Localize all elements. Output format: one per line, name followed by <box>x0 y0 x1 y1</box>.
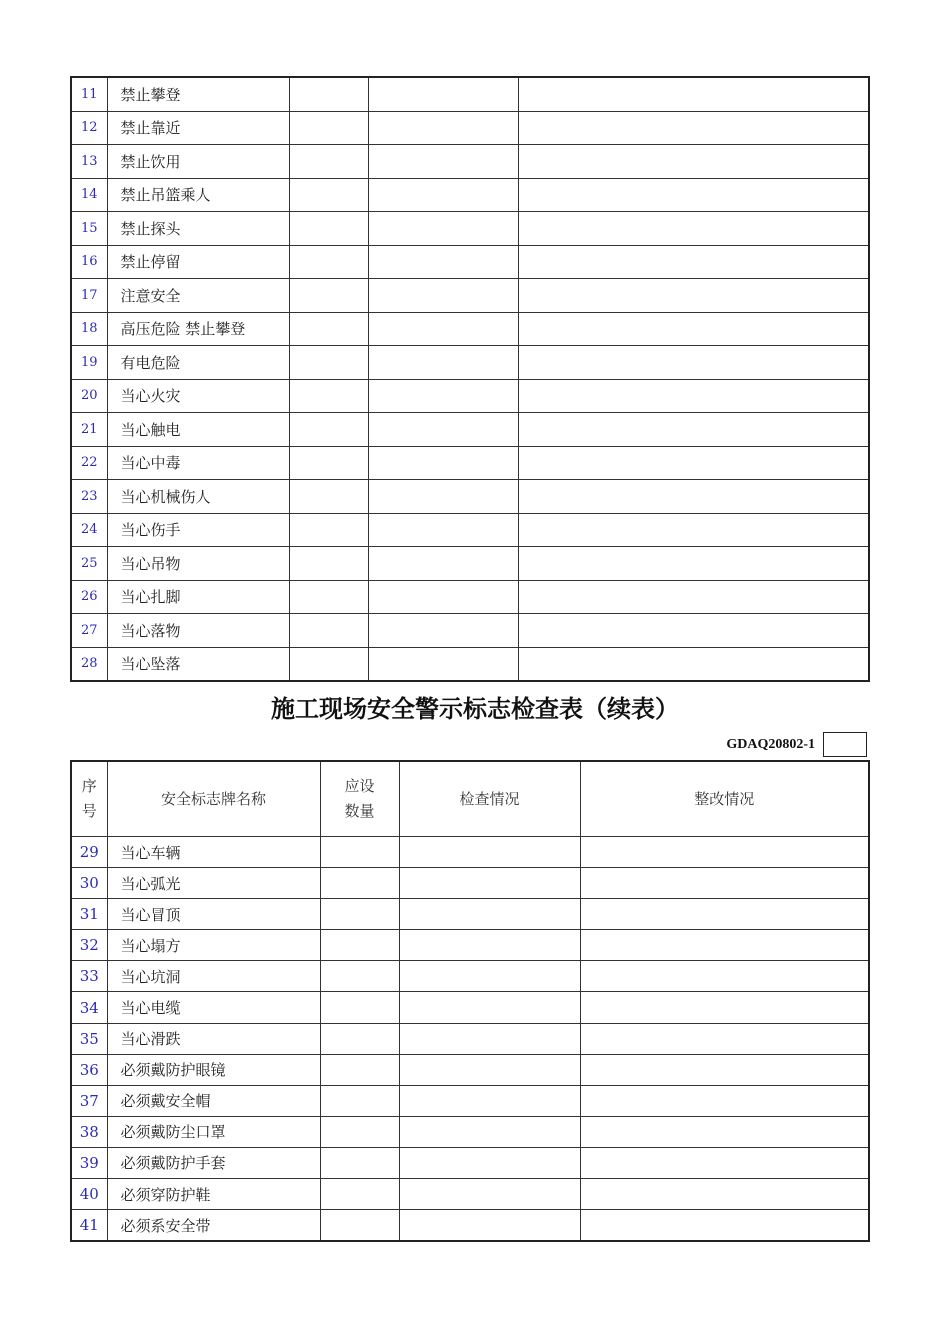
form-code: GDAQ20802-1 <box>726 737 815 752</box>
table-row <box>71 145 869 179</box>
rectification-cell[interactable] <box>518 413 869 447</box>
rectification-cell[interactable] <box>518 446 869 480</box>
rectification-cell[interactable] <box>518 379 869 413</box>
required-qty-cell[interactable] <box>289 379 368 413</box>
required-qty-cell[interactable] <box>289 178 368 212</box>
rectification-cell[interactable] <box>518 547 869 581</box>
rectification-cell[interactable] <box>518 279 869 313</box>
row-number: 34 <box>71 992 107 1023</box>
table-row <box>71 899 869 930</box>
row-number: 15 <box>71 212 107 246</box>
rectification-cell[interactable] <box>518 580 869 614</box>
rectification-cell[interactable] <box>580 1179 869 1210</box>
check-status-cell[interactable] <box>399 1116 580 1147</box>
row-number: 30 <box>71 868 107 899</box>
required-qty-cell[interactable] <box>289 346 368 380</box>
check-status-cell[interactable] <box>368 111 518 145</box>
row-number: 25 <box>71 547 107 581</box>
row-number: 19 <box>71 346 107 380</box>
header-qty-line1: 应设 <box>344 777 375 795</box>
rectification-cell[interactable] <box>580 1147 869 1178</box>
sign-name: 当心机械伤人 <box>107 480 289 514</box>
table-row <box>71 547 869 581</box>
row-number: 32 <box>71 930 107 961</box>
check-status-cell[interactable] <box>399 899 580 930</box>
table-row <box>71 212 869 246</box>
check-status-cell[interactable] <box>399 930 580 961</box>
row-number: 31 <box>71 899 107 930</box>
required-qty-cell[interactable] <box>320 1116 399 1147</box>
row-number: 36 <box>71 1054 107 1085</box>
check-status-cell[interactable] <box>368 279 518 313</box>
check-status-cell[interactable] <box>399 1210 580 1242</box>
row-number: 23 <box>71 480 107 514</box>
table-row <box>71 992 869 1023</box>
header-fix: 整改情况 <box>580 761 869 837</box>
row-number: 17 <box>71 279 107 313</box>
row-number: 39 <box>71 1147 107 1178</box>
table-body <box>71 77 869 681</box>
row-number: 28 <box>71 647 107 681</box>
required-qty-cell[interactable] <box>289 145 368 179</box>
rectification-cell[interactable] <box>580 868 869 899</box>
check-status-cell[interactable] <box>399 868 580 899</box>
required-qty-cell[interactable] <box>289 547 368 581</box>
required-qty-cell[interactable] <box>320 992 399 1023</box>
sign-name: 当心电缆 <box>107 992 320 1023</box>
required-qty-cell[interactable] <box>289 413 368 447</box>
table-row <box>71 446 869 480</box>
row-number: 29 <box>71 837 107 868</box>
sign-name: 必须戴安全帽 <box>107 1085 320 1116</box>
sign-name: 当心冒顶 <box>107 899 320 930</box>
page-title: 施工现场安全警示标志检查表（续表） <box>271 695 679 723</box>
code-input-box[interactable] <box>823 732 867 757</box>
required-qty-cell[interactable] <box>320 1147 399 1178</box>
row-number: 21 <box>71 413 107 447</box>
row-number: 11 <box>71 77 107 111</box>
rectification-cell[interactable] <box>518 614 869 648</box>
row-number: 18 <box>71 312 107 346</box>
sign-name: 当心中毒 <box>107 446 289 480</box>
sign-name: 当心车辆 <box>107 837 320 868</box>
check-status-cell[interactable] <box>399 1147 580 1178</box>
table-row <box>71 1085 869 1116</box>
table-row <box>71 868 869 899</box>
row-number: 37 <box>71 1085 107 1116</box>
required-qty-cell[interactable] <box>289 580 368 614</box>
check-status-cell[interactable] <box>368 413 518 447</box>
sign-check-table-part1 <box>70 76 870 682</box>
required-qty-cell[interactable] <box>320 1085 399 1116</box>
table-body <box>71 837 869 1242</box>
rectification-cell[interactable] <box>518 212 869 246</box>
table-row <box>71 580 869 614</box>
required-qty-cell[interactable] <box>320 1023 399 1054</box>
check-status-cell[interactable] <box>399 961 580 992</box>
check-status-cell[interactable] <box>368 614 518 648</box>
sign-check-table-part2 <box>70 760 870 1242</box>
sign-name: 禁止停留 <box>107 245 289 279</box>
required-qty-cell[interactable] <box>320 899 399 930</box>
rectification-cell[interactable] <box>518 647 869 681</box>
rectification-cell[interactable] <box>518 178 869 212</box>
sign-name: 必须戴防护眼镜 <box>107 1054 320 1085</box>
sign-name: 当心坠落 <box>107 647 289 681</box>
table-row <box>71 1179 869 1210</box>
row-number: 12 <box>71 111 107 145</box>
row-number: 35 <box>71 1023 107 1054</box>
check-status-cell[interactable] <box>368 212 518 246</box>
table-row <box>71 312 869 346</box>
header-name: 安全标志牌名称 <box>107 761 320 837</box>
rectification-cell[interactable] <box>518 480 869 514</box>
sign-name: 禁止靠近 <box>107 111 289 145</box>
table-row <box>71 1147 869 1178</box>
rectification-cell[interactable] <box>580 1116 869 1147</box>
header-no-line1: 序 <box>81 777 97 795</box>
table-row <box>71 1210 869 1242</box>
sign-name: 当心坑洞 <box>107 961 320 992</box>
sign-name: 当心塌方 <box>107 930 320 961</box>
required-qty-cell[interactable] <box>289 77 368 111</box>
required-qty-cell[interactable] <box>289 245 368 279</box>
rectification-cell[interactable] <box>580 1054 869 1085</box>
table-row <box>71 1054 869 1085</box>
table-row <box>71 178 869 212</box>
row-number: 20 <box>71 379 107 413</box>
table-row <box>71 279 869 313</box>
rectification-cell[interactable] <box>518 245 869 279</box>
sign-name: 当心弧光 <box>107 868 320 899</box>
row-number: 27 <box>71 614 107 648</box>
required-qty-cell[interactable] <box>320 1210 399 1242</box>
required-qty-cell[interactable] <box>320 837 399 868</box>
rectification-cell[interactable] <box>580 1210 869 1242</box>
check-status-cell[interactable] <box>368 178 518 212</box>
required-qty-cell[interactable] <box>320 1179 399 1210</box>
sign-name: 当心落物 <box>107 614 289 648</box>
row-number: 22 <box>71 446 107 480</box>
required-qty-cell[interactable] <box>320 961 399 992</box>
row-number: 33 <box>71 961 107 992</box>
required-qty-cell[interactable] <box>289 312 368 346</box>
rectification-cell[interactable] <box>580 1085 869 1116</box>
check-status-cell[interactable] <box>368 379 518 413</box>
sign-name: 禁止饮用 <box>107 145 289 179</box>
row-number: 16 <box>71 245 107 279</box>
required-qty-cell[interactable] <box>289 446 368 480</box>
check-status-cell[interactable] <box>399 837 580 868</box>
check-status-cell[interactable] <box>399 1179 580 1210</box>
sign-name: 当心滑跌 <box>107 1023 320 1054</box>
sign-name: 必须戴防尘口罩 <box>107 1116 320 1147</box>
required-qty-cell[interactable] <box>289 513 368 547</box>
required-qty-cell[interactable] <box>289 279 368 313</box>
header-qty <box>320 761 399 837</box>
required-qty-cell[interactable] <box>289 480 368 514</box>
table-row <box>71 413 869 447</box>
check-status-cell[interactable] <box>368 312 518 346</box>
rectification-cell[interactable] <box>518 312 869 346</box>
row-number: 40 <box>71 1179 107 1210</box>
check-status-cell[interactable] <box>368 547 518 581</box>
sign-name: 当心伤手 <box>107 513 289 547</box>
header-no <box>71 761 107 837</box>
header-check: 检查情况 <box>399 761 580 837</box>
rectification-cell[interactable] <box>580 961 869 992</box>
sign-name: 禁止攀登 <box>107 77 289 111</box>
sign-name: 高压危险 禁止攀登 <box>107 312 289 346</box>
check-status-cell[interactable] <box>368 145 518 179</box>
required-qty-cell[interactable] <box>289 111 368 145</box>
table-header-row <box>71 761 869 837</box>
check-status-cell[interactable] <box>399 992 580 1023</box>
sign-name: 注意安全 <box>107 279 289 313</box>
rectification-cell[interactable] <box>518 145 869 179</box>
sign-name: 禁止探头 <box>107 212 289 246</box>
required-qty-cell[interactable] <box>320 1054 399 1085</box>
table-row <box>71 930 869 961</box>
check-status-cell[interactable] <box>368 346 518 380</box>
sign-name: 当心扎脚 <box>107 580 289 614</box>
check-status-cell[interactable] <box>399 1023 580 1054</box>
form-code-row <box>700 732 868 758</box>
table-row <box>71 647 869 681</box>
table-row <box>71 837 869 868</box>
rectification-cell[interactable] <box>518 111 869 145</box>
check-status-cell[interactable] <box>368 245 518 279</box>
table-row <box>71 614 869 648</box>
required-qty-cell[interactable] <box>320 930 399 961</box>
header-qty-line2: 数量 <box>344 802 375 820</box>
table-row <box>71 379 869 413</box>
sign-name: 当心触电 <box>107 413 289 447</box>
rectification-cell[interactable] <box>518 77 869 111</box>
row-number: 41 <box>71 1210 107 1242</box>
table-row <box>71 1116 869 1147</box>
required-qty-cell[interactable] <box>289 614 368 648</box>
sign-name: 禁止吊篮乘人 <box>107 178 289 212</box>
check-status-cell[interactable] <box>368 446 518 480</box>
rectification-cell[interactable] <box>580 930 869 961</box>
check-status-cell[interactable] <box>399 1054 580 1085</box>
table-row <box>71 245 869 279</box>
rectification-cell[interactable] <box>580 1023 869 1054</box>
row-number: 26 <box>71 580 107 614</box>
row-number: 14 <box>71 178 107 212</box>
table-row <box>71 513 869 547</box>
check-status-cell[interactable] <box>368 77 518 111</box>
sign-name: 当心吊物 <box>107 547 289 581</box>
rectification-cell[interactable] <box>518 513 869 547</box>
sign-name: 必须穿防护鞋 <box>107 1179 320 1210</box>
header-no-line2: 号 <box>81 802 97 820</box>
table-row <box>71 961 869 992</box>
row-number: 24 <box>71 513 107 547</box>
table-row <box>71 346 869 380</box>
check-status-cell[interactable] <box>368 580 518 614</box>
required-qty-cell[interactable] <box>289 212 368 246</box>
required-qty-cell[interactable] <box>320 868 399 899</box>
table-row <box>71 77 869 111</box>
rectification-cell[interactable] <box>580 837 869 868</box>
sign-name: 必须戴防护手套 <box>107 1147 320 1178</box>
row-number: 38 <box>71 1116 107 1147</box>
check-status-cell[interactable] <box>399 1085 580 1116</box>
check-status-cell[interactable] <box>368 513 518 547</box>
row-number: 13 <box>71 145 107 179</box>
check-status-cell[interactable] <box>368 480 518 514</box>
rectification-cell[interactable] <box>580 899 869 930</box>
table-row <box>71 1023 869 1054</box>
sign-name: 当心火灾 <box>107 379 289 413</box>
check-status-cell[interactable] <box>368 647 518 681</box>
table-row <box>71 111 869 145</box>
required-qty-cell[interactable] <box>289 647 368 681</box>
sign-name: 有电危险 <box>107 346 289 380</box>
sign-name: 必须系安全带 <box>107 1210 320 1242</box>
table-row <box>71 480 869 514</box>
rectification-cell[interactable] <box>580 992 869 1023</box>
rectification-cell[interactable] <box>518 346 869 380</box>
